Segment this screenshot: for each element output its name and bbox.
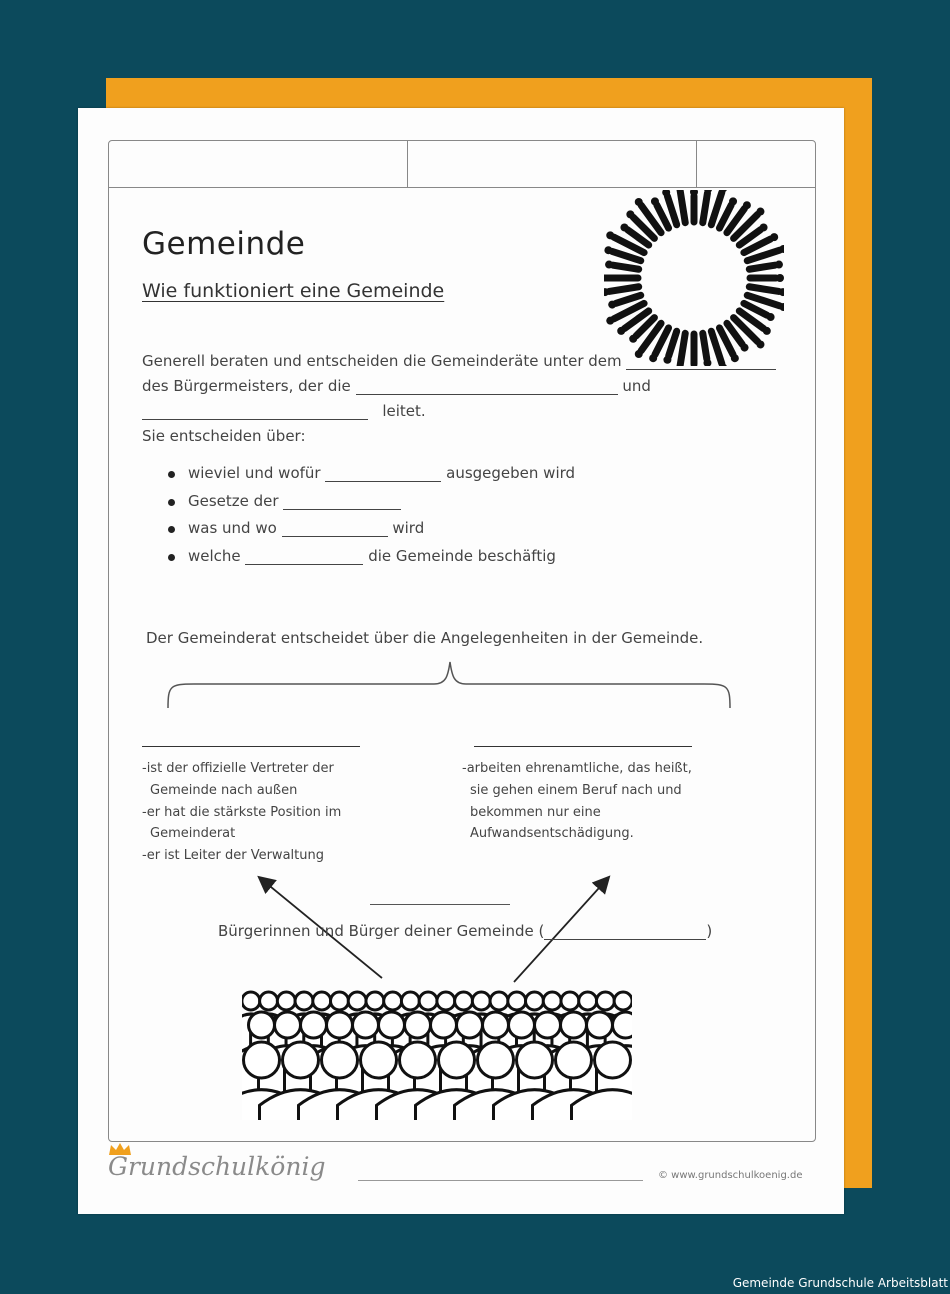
- page-subtitle: Wie funktioniert eine Gemeinde: [142, 280, 445, 302]
- blank-field-mayor[interactable]: [142, 746, 360, 747]
- footer-divider: [358, 1180, 643, 1181]
- list-item: welche die Gemeinde beschäftig: [166, 547, 575, 575]
- paragraph-line-3: leitet.: [142, 402, 426, 420]
- brand-logo: Grundschulkönig: [108, 1152, 326, 1181]
- citizens-line: Bürgerinnen und Bürger deiner Gemeinde ( ): [218, 922, 713, 940]
- blank-field[interactable]: [142, 405, 368, 420]
- blank-field-council[interactable]: [474, 746, 692, 747]
- blank-field[interactable]: [356, 380, 618, 395]
- blank-field[interactable]: [283, 495, 401, 510]
- blank-field[interactable]: [245, 550, 363, 565]
- header-table: [109, 141, 815, 188]
- paragraph-line-4: Sie entscheiden über:: [142, 427, 306, 445]
- paragraph-line-1: Generell beraten und entscheiden die Gemeinderäte unter dem: [142, 352, 776, 370]
- paragraph-line-2: des Bürgermeisters, der die und: [142, 377, 651, 395]
- blank-field-municipality[interactable]: [544, 925, 706, 940]
- crowd-icon: [242, 984, 632, 1120]
- mayor-description: -ist der offizielle Vertreter der Gemeinde nach außen -er hat die stärkste Position im Gemeinderat -er ist Leiter der Verwaltung: [142, 761, 342, 864]
- blank-field[interactable]: [626, 355, 776, 370]
- blank-field[interactable]: [282, 522, 388, 537]
- header-cell-name[interactable]: [109, 141, 408, 187]
- blank-field-citizens-title[interactable]: [370, 904, 510, 905]
- list-item: wieviel und wofür ausgegeben wird: [166, 464, 575, 492]
- council-sentence: Der Gemeinderat entscheidet über die Angelegenheiten in der Gemeinde.: [146, 629, 704, 647]
- decision-list: [166, 464, 575, 574]
- image-caption: Gemeinde Grundschule Arbeitsblatt: [732, 1276, 948, 1290]
- header-cell-date[interactable]: [697, 141, 815, 187]
- page-title: Gemeinde: [142, 226, 306, 262]
- curly-brace-icon: [164, 656, 734, 712]
- header-cell-class[interactable]: [408, 141, 697, 187]
- blank-field[interactable]: [325, 467, 441, 482]
- people-circle-icon: [604, 190, 784, 366]
- council-description: -arbeiten ehrenamtliche, das heißt, sie gehen einem Beruf nach und bekommen nur eine Aufwandsentschädigung.: [462, 761, 692, 842]
- list-item: was und wo wird: [166, 519, 575, 547]
- copyright-text: © www.grundschulkoenig.de: [658, 1170, 803, 1181]
- worksheet-page: [78, 108, 844, 1214]
- list-item: Gesetze der: [166, 492, 575, 520]
